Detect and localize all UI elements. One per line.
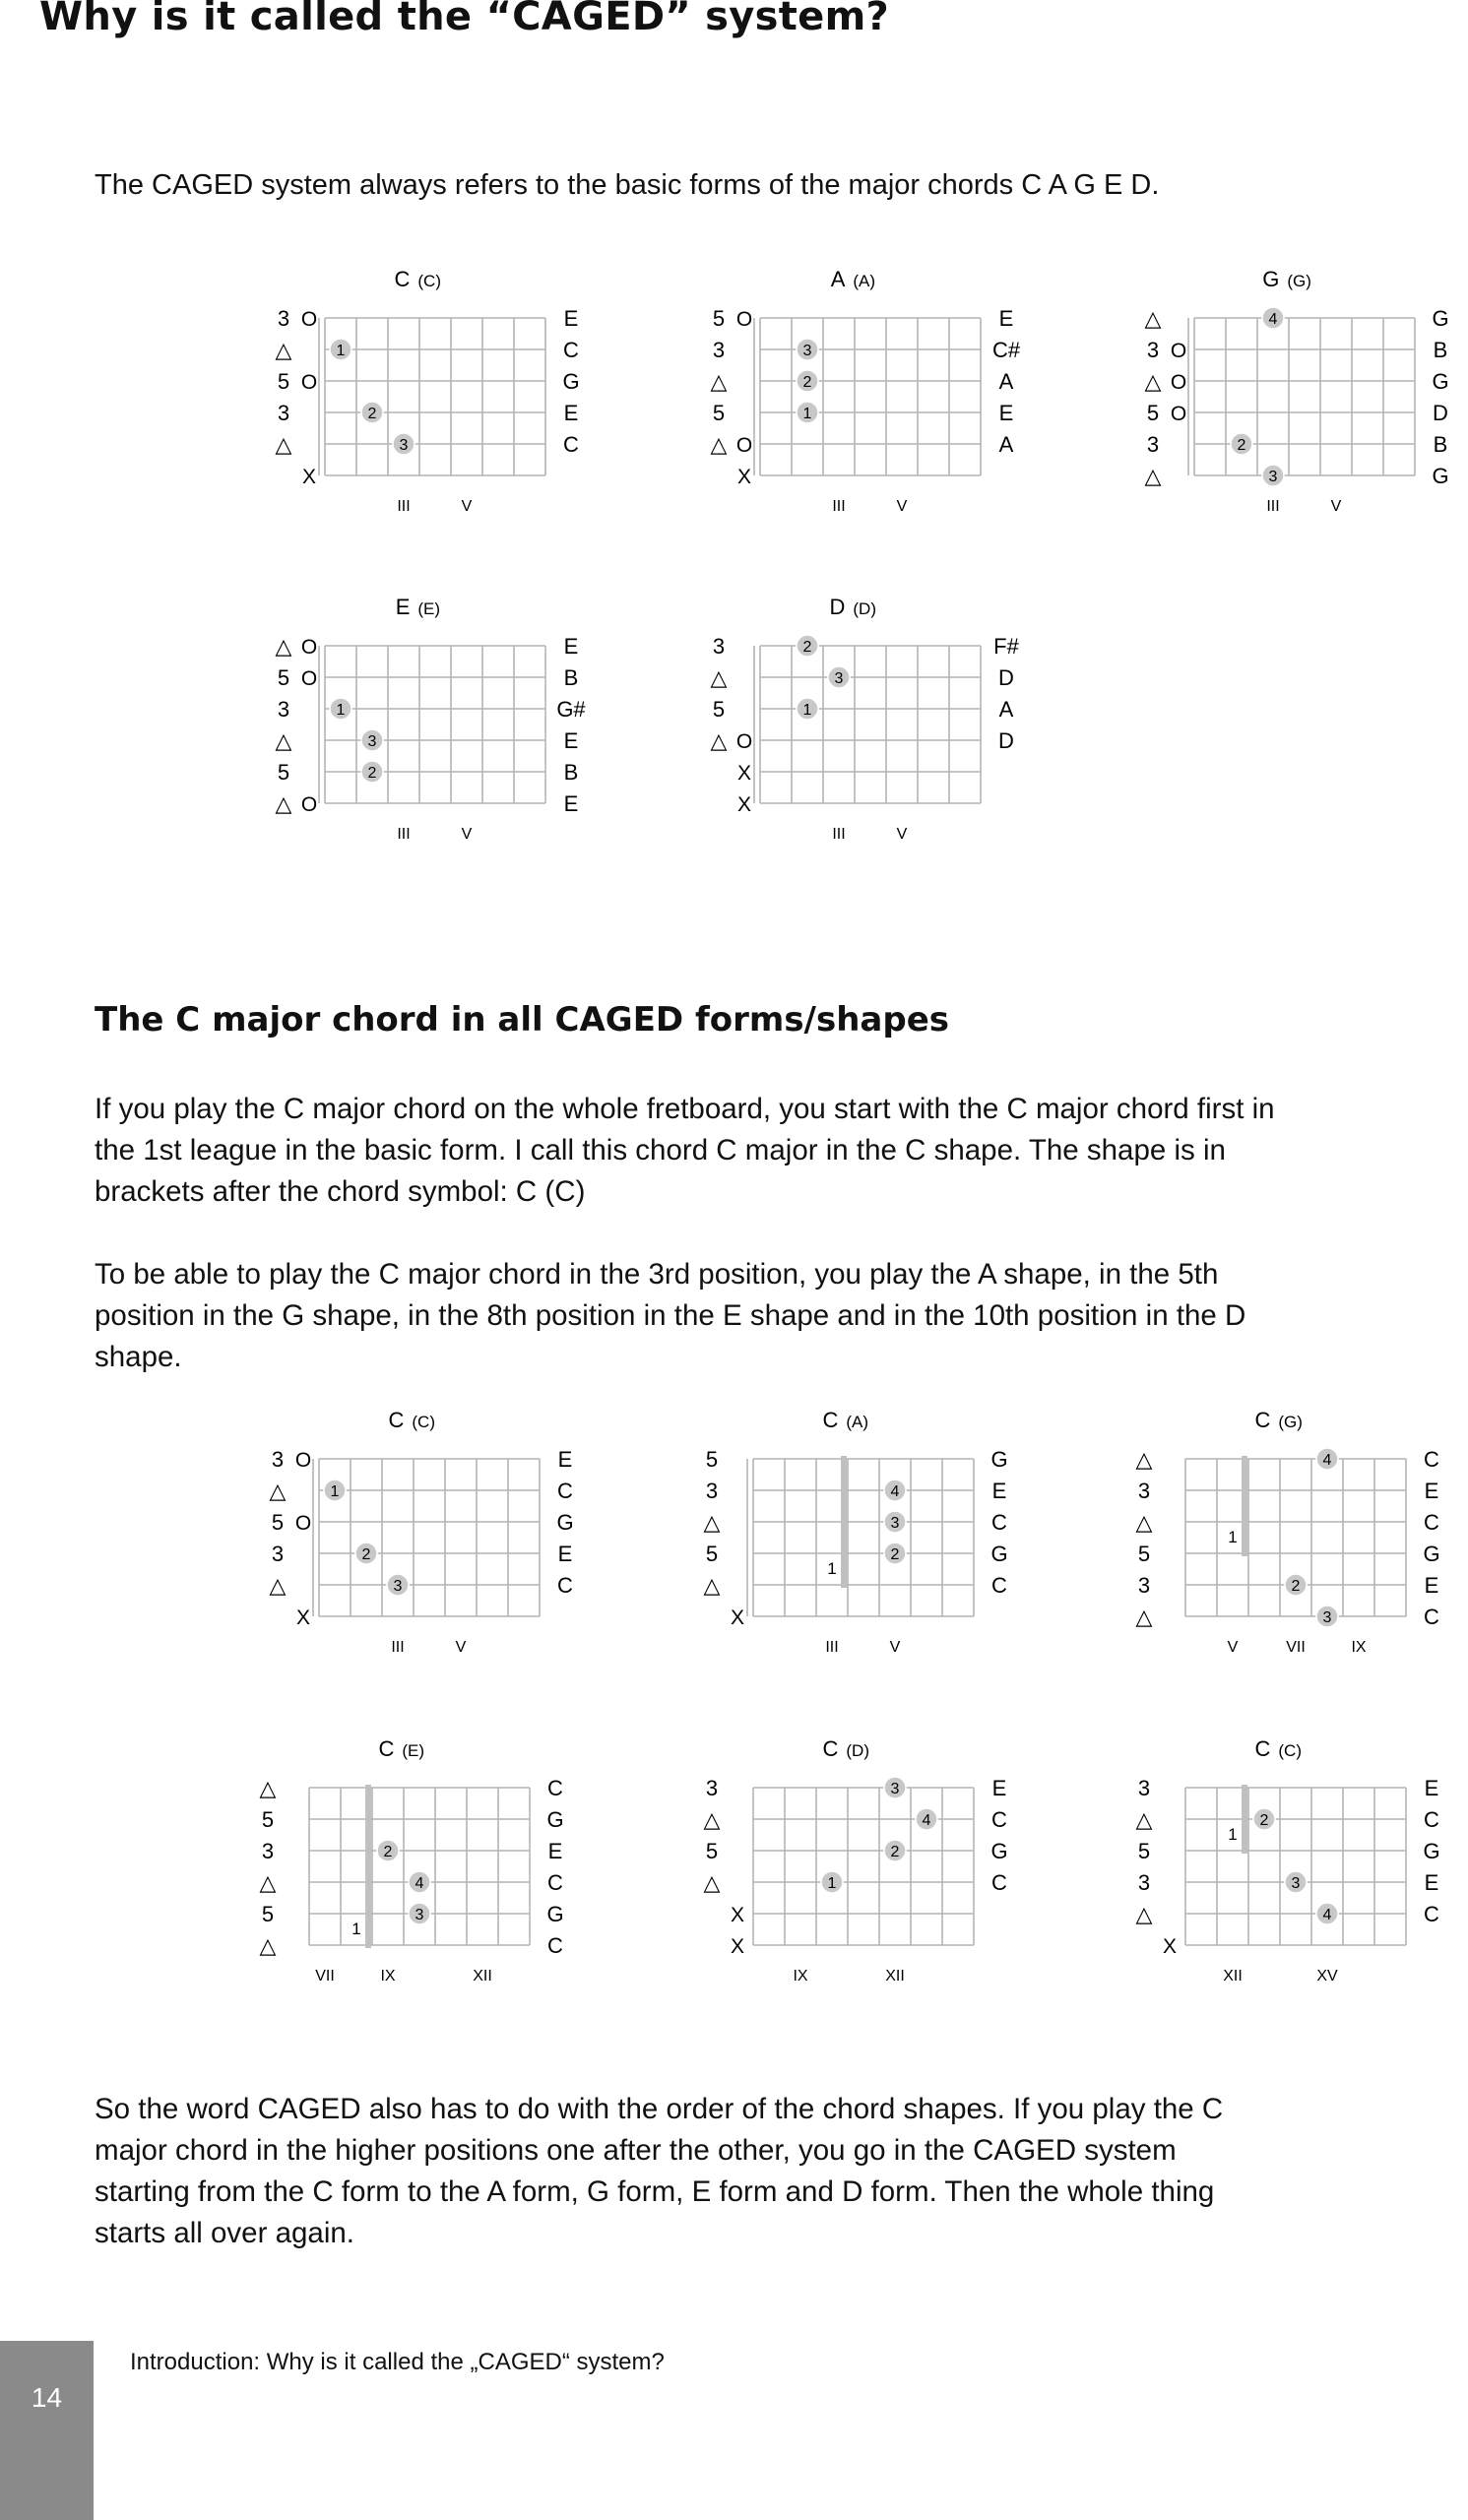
note-label: C: [1424, 1447, 1439, 1472]
finger-number: 1: [336, 702, 346, 719]
interval-label: 3: [271, 1542, 285, 1566]
interval-label: △: [275, 634, 292, 659]
chord-shape-label: (A): [846, 1413, 869, 1431]
finger-number: 3: [393, 1578, 403, 1595]
note-label: C: [1424, 1902, 1439, 1926]
interval-label: 5: [705, 1839, 719, 1863]
note-label: E: [998, 401, 1014, 425]
muted-string-mark: X: [295, 1606, 311, 1629]
note-label: C: [991, 1573, 1007, 1598]
muted-string-mark: X: [730, 1935, 745, 1958]
open-string-mark: O: [1170, 403, 1187, 425]
chord-shape-label: (D): [853, 599, 877, 618]
interval-label: 3: [277, 697, 290, 722]
interval-label: △: [259, 1933, 277, 1958]
chord-shape-label: (E): [417, 599, 441, 618]
finger-number: 2: [367, 765, 377, 782]
interval-label: 3: [1137, 1479, 1151, 1503]
interval-label: △: [703, 1807, 721, 1832]
fret-marker: VII: [315, 1968, 335, 1984]
note-label: G: [1423, 1839, 1440, 1863]
chord-diagram-11: [1136, 1736, 1440, 1984]
note-label: C: [991, 1510, 1007, 1535]
page-number: 14: [31, 2382, 63, 2413]
note-label: G: [1432, 464, 1449, 488]
fret-marker: XII: [1223, 1968, 1243, 1984]
footer-text: Introduction: Why is it called the „CAGED“ system?: [130, 2349, 665, 2375]
interval-label: △: [1135, 1605, 1153, 1629]
note-label: A: [998, 697, 1014, 722]
chord-diagram-6: [270, 1408, 574, 1656]
note-label: E: [563, 728, 579, 753]
muted-string-mark: X: [301, 466, 317, 488]
finger-number: 2: [890, 1546, 900, 1563]
finger-number: 3: [834, 670, 844, 687]
chord-diagram-9: [260, 1736, 564, 1984]
open-string-mark: O: [300, 793, 318, 816]
barre-bar: [1242, 1785, 1247, 1854]
finger-number: 4: [890, 1483, 900, 1500]
interval-label: △: [703, 1510, 721, 1535]
chord-diagram-10: [704, 1736, 1008, 1984]
open-string-mark: O: [735, 434, 753, 457]
chord-diagram-3: [1145, 267, 1449, 515]
note-label: E: [998, 306, 1014, 331]
fret-marker: III: [397, 826, 411, 843]
barre-bar: [841, 1456, 847, 1588]
open-string-mark: O: [300, 636, 318, 659]
finger-number: 4: [1268, 311, 1278, 328]
note-label: C: [1424, 1510, 1439, 1535]
note-label: B: [1433, 432, 1448, 457]
fret-marker: III: [391, 1639, 405, 1656]
interval-label: △: [1144, 306, 1162, 331]
fret-marker: III: [825, 1639, 839, 1656]
interval-label: △: [1135, 1807, 1153, 1832]
interval-label: 5: [277, 665, 290, 690]
chord-shape-label: (D): [846, 1741, 870, 1760]
fret-marker: IX: [380, 1968, 396, 1984]
chord-diagram-1: [276, 267, 580, 515]
chord-diagram-4: [276, 595, 587, 843]
note-label: G: [990, 1839, 1008, 1863]
fret-marker: VII: [1286, 1639, 1306, 1656]
finger-number: 2: [383, 1844, 393, 1860]
finger-number: 1: [802, 406, 812, 422]
barre-bar: [365, 1785, 371, 1948]
open-string-mark: O: [735, 308, 753, 331]
note-label: E: [557, 1447, 573, 1472]
barre-finger-label: 1: [351, 1919, 361, 1938]
interval-label: △: [259, 1776, 277, 1800]
open-string-mark: O: [300, 371, 318, 394]
note-label: C: [563, 432, 579, 457]
finger-number: 3: [1322, 1609, 1332, 1626]
chord-diagram-5: [711, 595, 1020, 843]
muted-string-mark: X: [736, 762, 752, 785]
finger-number: 4: [922, 1812, 931, 1829]
chord-name: C: [1254, 1408, 1271, 1432]
interval-label: △: [275, 432, 292, 457]
note-label: G: [562, 369, 580, 394]
finger-number: 3: [415, 1907, 424, 1923]
note-label: E: [557, 1542, 573, 1566]
chord-name: C: [822, 1408, 839, 1432]
interval-label: 3: [1146, 338, 1160, 362]
interval-label: △: [710, 432, 728, 457]
note-label: E: [547, 1839, 563, 1863]
open-string-mark: O: [300, 308, 318, 331]
interval-label: △: [1135, 1510, 1153, 1535]
note-label: E: [1424, 1870, 1439, 1895]
chord-name: C: [822, 1736, 839, 1761]
fret-marker: XV: [1316, 1968, 1338, 1984]
note-label: E: [1424, 1573, 1439, 1598]
fret-marker: V: [896, 498, 908, 515]
note-label: E: [1424, 1479, 1439, 1503]
finger-number: 3: [1291, 1875, 1301, 1892]
note-label: E: [563, 306, 579, 331]
open-string-mark: O: [294, 1449, 312, 1472]
chord-diagram-8: [1136, 1408, 1440, 1656]
finger-number: 2: [802, 639, 812, 656]
barre-finger-label: 1: [827, 1558, 837, 1578]
interval-label: △: [710, 665, 728, 690]
fret-marker: V: [461, 498, 473, 515]
intro-text: The CAGED system always refers to the basic forms of the major chords C A G E D.: [95, 169, 1160, 201]
interval-label: △: [703, 1870, 721, 1895]
note-label: G: [1423, 1542, 1440, 1566]
interval-label: △: [269, 1479, 287, 1503]
interval-label: 3: [1146, 432, 1160, 457]
interval-label: 5: [261, 1902, 275, 1926]
note-label: C: [563, 338, 579, 362]
note-label: G: [1432, 306, 1449, 331]
fret-marker: III: [832, 498, 846, 515]
section-heading: The C major chord in all CAGED forms/shapes: [95, 1000, 949, 1040]
note-label: E: [991, 1776, 1007, 1800]
fret-marker: V: [896, 826, 908, 843]
barre-finger-label: 1: [1228, 1824, 1238, 1844]
open-string-mark: O: [300, 667, 318, 690]
note-label: D: [998, 665, 1014, 690]
interval-label: △: [275, 728, 292, 753]
barre-finger-label: 1: [1228, 1527, 1238, 1546]
note-label: C: [1424, 1807, 1439, 1832]
note-label: B: [563, 760, 579, 785]
chord-name: A: [830, 267, 846, 291]
note-label: E: [991, 1479, 1007, 1503]
finger-number: 3: [399, 437, 409, 454]
finger-number: 1: [336, 343, 346, 359]
interval-label: 3: [1137, 1870, 1151, 1895]
note-label: C: [557, 1573, 573, 1598]
fret-marker: V: [455, 1639, 467, 1656]
finger-number: 2: [361, 1546, 371, 1563]
chord-name: D: [829, 595, 846, 619]
interval-label: 3: [271, 1447, 285, 1472]
interval-label: △: [710, 728, 728, 753]
interval-label: △: [1135, 1447, 1153, 1472]
interval-label: △: [275, 791, 292, 816]
interval-label: 3: [277, 401, 290, 425]
note-label: D: [1433, 401, 1448, 425]
note-label: C: [991, 1807, 1007, 1832]
note-label: E: [563, 401, 579, 425]
chord-shape-label: (E): [402, 1741, 425, 1760]
chord-shape-label: (C): [412, 1413, 436, 1431]
fret-marker: III: [397, 498, 411, 515]
finger-number: 2: [802, 374, 812, 391]
note-label: A: [998, 369, 1014, 394]
fret-marker: IX: [1351, 1639, 1367, 1656]
note-label: G: [990, 1447, 1008, 1472]
paragraph-2: To be able to play the C major chord in the 3rd position, you play the A shape, in the 5th position in the G shape, in the 8th position in the E shape and in the 10th position in the D shape.: [95, 1258, 1246, 1373]
note-label: C: [1424, 1605, 1439, 1629]
interval-label: 5: [277, 369, 290, 394]
paragraph-1: If you play the C major chord on the whole fretboard, you start with the C major chord first in the 1st league in the basic form. I call this chord C major in the C shape. The shape is in brackets after the chord symbol: C (C): [95, 1093, 1275, 1208]
finger-number: 3: [890, 1515, 900, 1532]
note-label: A: [998, 432, 1014, 457]
note-label: E: [563, 791, 579, 816]
chord-shape-label: (C): [1278, 1741, 1303, 1760]
finger-number: 2: [1291, 1578, 1301, 1595]
interval-label: △: [703, 1573, 721, 1598]
interval-label: 3: [705, 1776, 719, 1800]
finger-number: 3: [802, 343, 812, 359]
chord-diagram-2: [711, 267, 1021, 515]
interval-label: 3: [277, 306, 290, 331]
interval-label: 3: [705, 1479, 719, 1503]
chord-name: E: [395, 595, 411, 619]
interval-label: 5: [705, 1542, 719, 1566]
chord-name: C: [378, 1736, 395, 1761]
barre-bar: [1242, 1456, 1247, 1556]
chord-name: G: [1262, 267, 1280, 291]
finger-number: 2: [1237, 437, 1246, 454]
fret-marker: XII: [473, 1968, 492, 1984]
open-string-mark: O: [735, 730, 753, 753]
interval-label: △: [269, 1573, 287, 1598]
chord-diagram-7: [704, 1408, 1008, 1656]
note-label: G: [546, 1902, 564, 1926]
open-string-mark: O: [1170, 340, 1187, 362]
interval-label: 5: [1137, 1542, 1151, 1566]
interval-label: 3: [712, 338, 726, 362]
muted-string-mark: X: [736, 793, 752, 816]
muted-string-mark: X: [736, 466, 752, 488]
muted-string-mark: X: [730, 1904, 745, 1926]
interval-label: 5: [705, 1447, 719, 1472]
fret-marker: V: [461, 826, 473, 843]
note-label: E: [563, 634, 579, 659]
chord-name: C: [388, 1408, 405, 1432]
chord-name: C: [394, 267, 411, 291]
muted-string-mark: X: [730, 1606, 745, 1629]
interval-label: 3: [712, 634, 726, 659]
note-label: G: [556, 1510, 574, 1535]
finger-number: 4: [1322, 1452, 1332, 1469]
note-label: G#: [556, 697, 586, 722]
fret-marker: V: [889, 1639, 901, 1656]
interval-label: △: [710, 369, 728, 394]
note-label: C: [547, 1870, 563, 1895]
fret-marker: XII: [885, 1968, 905, 1984]
fret-marker: III: [1266, 498, 1280, 515]
finger-number: 2: [1259, 1812, 1269, 1829]
fret-marker: V: [1330, 498, 1342, 515]
note-label: G: [990, 1542, 1008, 1566]
open-string-mark: O: [294, 1512, 312, 1535]
finger-number: 4: [415, 1875, 424, 1892]
note-label: C: [991, 1870, 1007, 1895]
note-label: C: [547, 1776, 563, 1800]
interval-label: 5: [261, 1807, 275, 1832]
interval-label: 5: [712, 401, 726, 425]
fret-marker: V: [1227, 1639, 1239, 1656]
interval-label: 3: [1137, 1776, 1151, 1800]
interval-label: △: [1135, 1902, 1153, 1926]
note-label: B: [563, 665, 579, 690]
interval-label: △: [275, 338, 292, 362]
interval-label: △: [1144, 464, 1162, 488]
interval-label: 3: [261, 1839, 275, 1863]
paragraph-3: So the word CAGED also has to do with the order of the chord shapes. If you play the C major chord in the higher positions one after the other, you go in the CAGED system starting from the C form to the A form, G form, E form and D form. Then the whole thing starts all over again.: [95, 2093, 1224, 2249]
chord-shape-label: (C): [417, 272, 442, 290]
interval-label: △: [259, 1870, 277, 1895]
interval-label: 5: [1146, 401, 1160, 425]
fret-marker: III: [832, 826, 846, 843]
finger-number: 1: [827, 1875, 837, 1892]
note-label: E: [1424, 1776, 1439, 1800]
open-string-mark: O: [1170, 371, 1187, 394]
page-number-box: [0, 2341, 94, 2520]
chord-shape-label: (G): [1287, 272, 1311, 290]
finger-number: 3: [367, 733, 377, 750]
note-label: D: [998, 728, 1014, 753]
finger-number: 1: [330, 1483, 340, 1500]
chord-name: C: [1254, 1736, 1271, 1761]
note-label: G: [1432, 369, 1449, 394]
fret-marker: IX: [793, 1968, 808, 1984]
finger-number: 3: [1268, 469, 1278, 485]
page-title: Why is it called the “CAGED” system?: [39, 0, 890, 39]
finger-number: 2: [890, 1844, 900, 1860]
muted-string-mark: X: [1162, 1935, 1178, 1958]
note-label: B: [1433, 338, 1448, 362]
note-label: C: [547, 1933, 563, 1958]
chord-shape-label: (A): [853, 272, 876, 290]
interval-label: 5: [271, 1510, 285, 1535]
interval-label: 5: [277, 760, 290, 785]
chord-shape-label: (G): [1278, 1413, 1303, 1431]
finger-number: 1: [802, 702, 812, 719]
finger-number: 4: [1322, 1907, 1332, 1923]
interval-label: 3: [1137, 1573, 1151, 1598]
note-label: G: [546, 1807, 564, 1832]
note-label: C#: [991, 338, 1021, 362]
interval-label: 5: [712, 697, 726, 722]
interval-label: 5: [712, 306, 726, 331]
finger-number: 3: [890, 1781, 900, 1797]
note-label: F#: [993, 634, 1019, 659]
note-label: C: [557, 1479, 573, 1503]
finger-number: 2: [367, 406, 377, 422]
interval-label: △: [1144, 369, 1162, 394]
interval-label: 5: [1137, 1839, 1151, 1863]
